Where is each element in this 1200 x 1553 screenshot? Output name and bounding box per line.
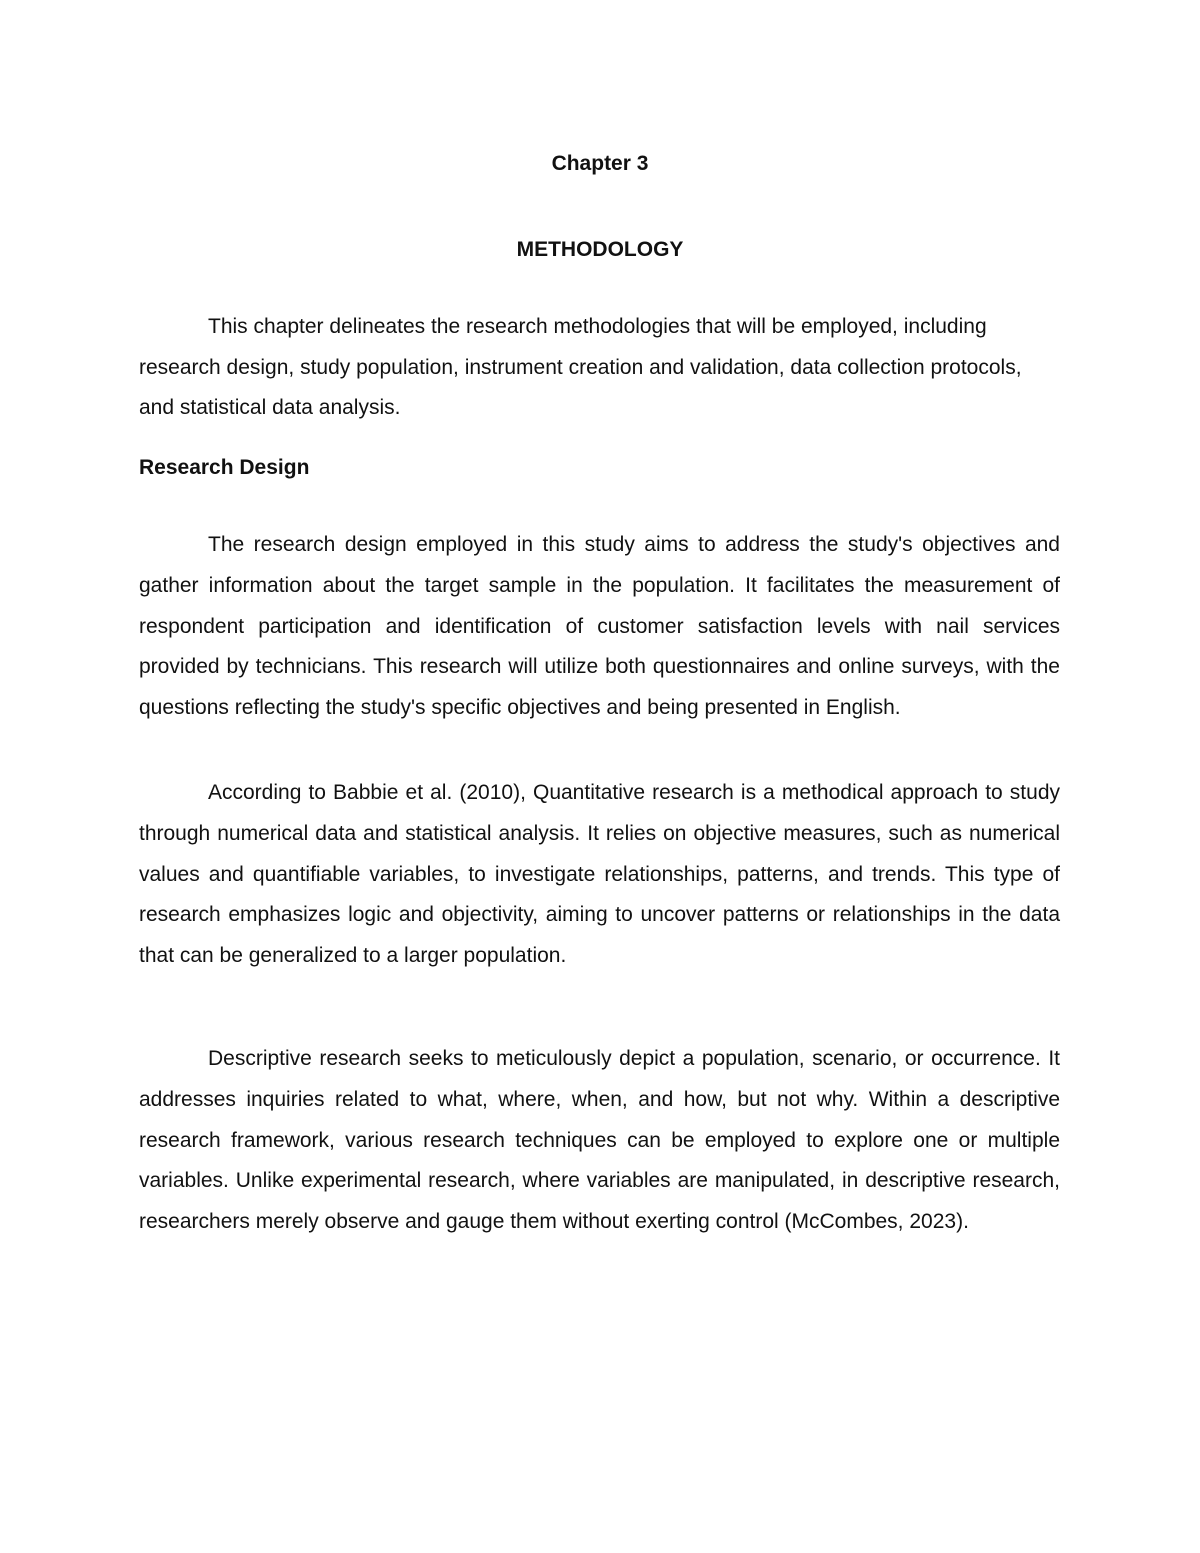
chapter-label: Chapter 3 <box>551 152 649 175</box>
body-paragraph: Descriptive research seeks to meticulously depict a population, scenario, or occurrence. It addresses inquiries related to what, where, when, and how, but not why. Within a descriptive research framework, various research techniques can be employed to explore one or multiple variables. Unlike experimental research, where variables are manipulated, in descriptive research, researchers merely observe and gauge them without exerting control (McCombes, 2023). <box>139 1047 1060 1234</box>
body-paragraph: According to Babbie et al. (2010), Quantitative research is a methodical approach to study through numerical data and statistical analysis. It relies on objective measures, such as numerical values and quantifiable variables, to investigate relationships, patterns, and trends. This type of research emphasizes logic and objectivity, aiming to uncover patterns or relationships in the data that can be generalized to a larger population. <box>139 781 1060 968</box>
section-heading: Research Design <box>139 456 310 479</box>
page-title: METHODOLOGY <box>516 238 684 261</box>
body-paragraph: The research design employed in this study aims to address the study's objectives and gather information about the target sample in the population. It facilitates the measurement of respondent participation and identification of customer satisfaction levels with nail services provided by technicians. This research will utilize both questionnaires and online surveys, with the questions reflecting the study's specific objectives and being presented in English. <box>139 533 1060 720</box>
intro-paragraph: This chapter delineates the research methodologies that will be employed, including research design, study population, instrument creation and validation, data collection protocols, and statistical data analysis. <box>139 315 1022 419</box>
